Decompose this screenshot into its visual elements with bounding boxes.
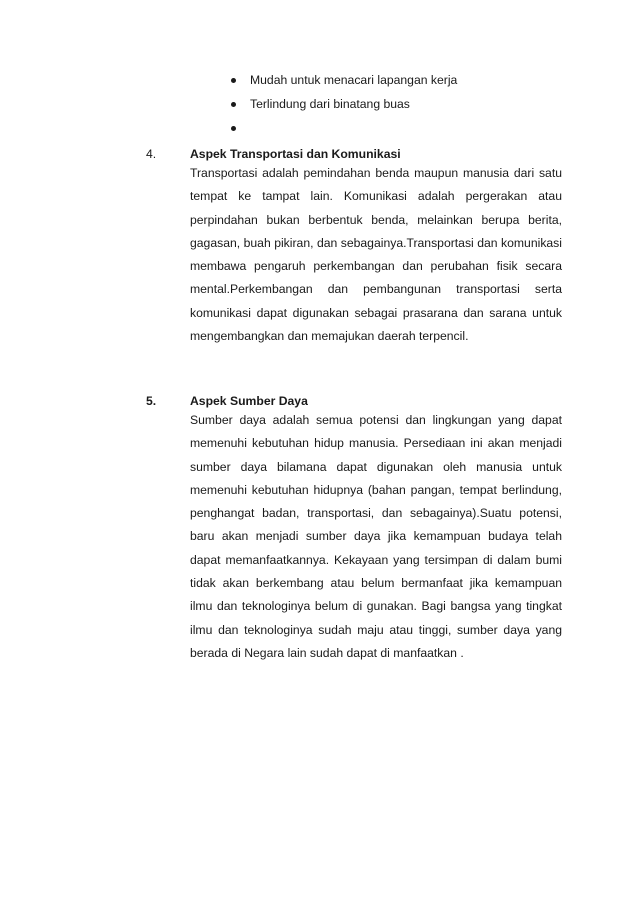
section-paragraph: Sumber daya adalah semua potensi dan lingkungan yang dapat memenuhi kebutuhan hidup manusia. Persediaan ini akan menjadi sumber daya bilamana dapat digunakan oleh manusia untuk memenuhi kebutuhan hidupnya (bahan pangan, tempat berlindung, penghangat badan, transportasi, dan sebagainya).Suatu potensi, baru akan menjadi sumber daya jika kemampuan budaya telah dapat memanfaatkannya. Kekayaan yang tersimpan di dalam bumi tidak akan berkembang atau belum bermanfaat jika kemampuan ilmu dan teknologinya belum di gunakan. Bagi bangsa yang tingkat ilmu dan teknologinya sudah maju atau tinggi, sumber daya yang berada di Negara lain sudah dapat di manfaatkan .	[190, 413, 562, 660]
bullet-dot-icon	[231, 78, 236, 83]
section-number: 5.	[146, 394, 157, 408]
bullet-item	[226, 68, 566, 92]
bullet-item	[226, 92, 566, 116]
section-paragraph: Transportasi adalah pemindahan benda maupun manusia dari satu tempat ke tampat lain. Komunikasi adalah pergerakan atau perpindahan bukan berbentuk benda, melainkan berupa berita, gagasan, buah pikiran, dan sebagainya.Transportasi dan komunikasi membawa pengaruh perkembangan dan perubahan fisik secara mental.Perkembangan dan pembangunan transportasi serta komunikasi dapat digunakan sebagai prasarana dan sarana untuk mengembangkan dan memajukan daerah terpencil.	[190, 166, 562, 344]
bullet-dot-icon	[231, 126, 236, 131]
section-title: Aspek Sumber Daya	[190, 394, 308, 408]
section-title: Aspek Transportasi dan Komunikasi	[190, 147, 401, 161]
bullet-dot-icon	[231, 102, 236, 107]
section-number: 4.	[146, 147, 157, 161]
bullet-item	[226, 116, 566, 140]
bullet-text: Mudah untuk menacari lapangan kerja	[250, 73, 458, 87]
bullet-list	[226, 68, 566, 140]
bullet-text: Terlindung dari binatang buas	[250, 97, 410, 111]
